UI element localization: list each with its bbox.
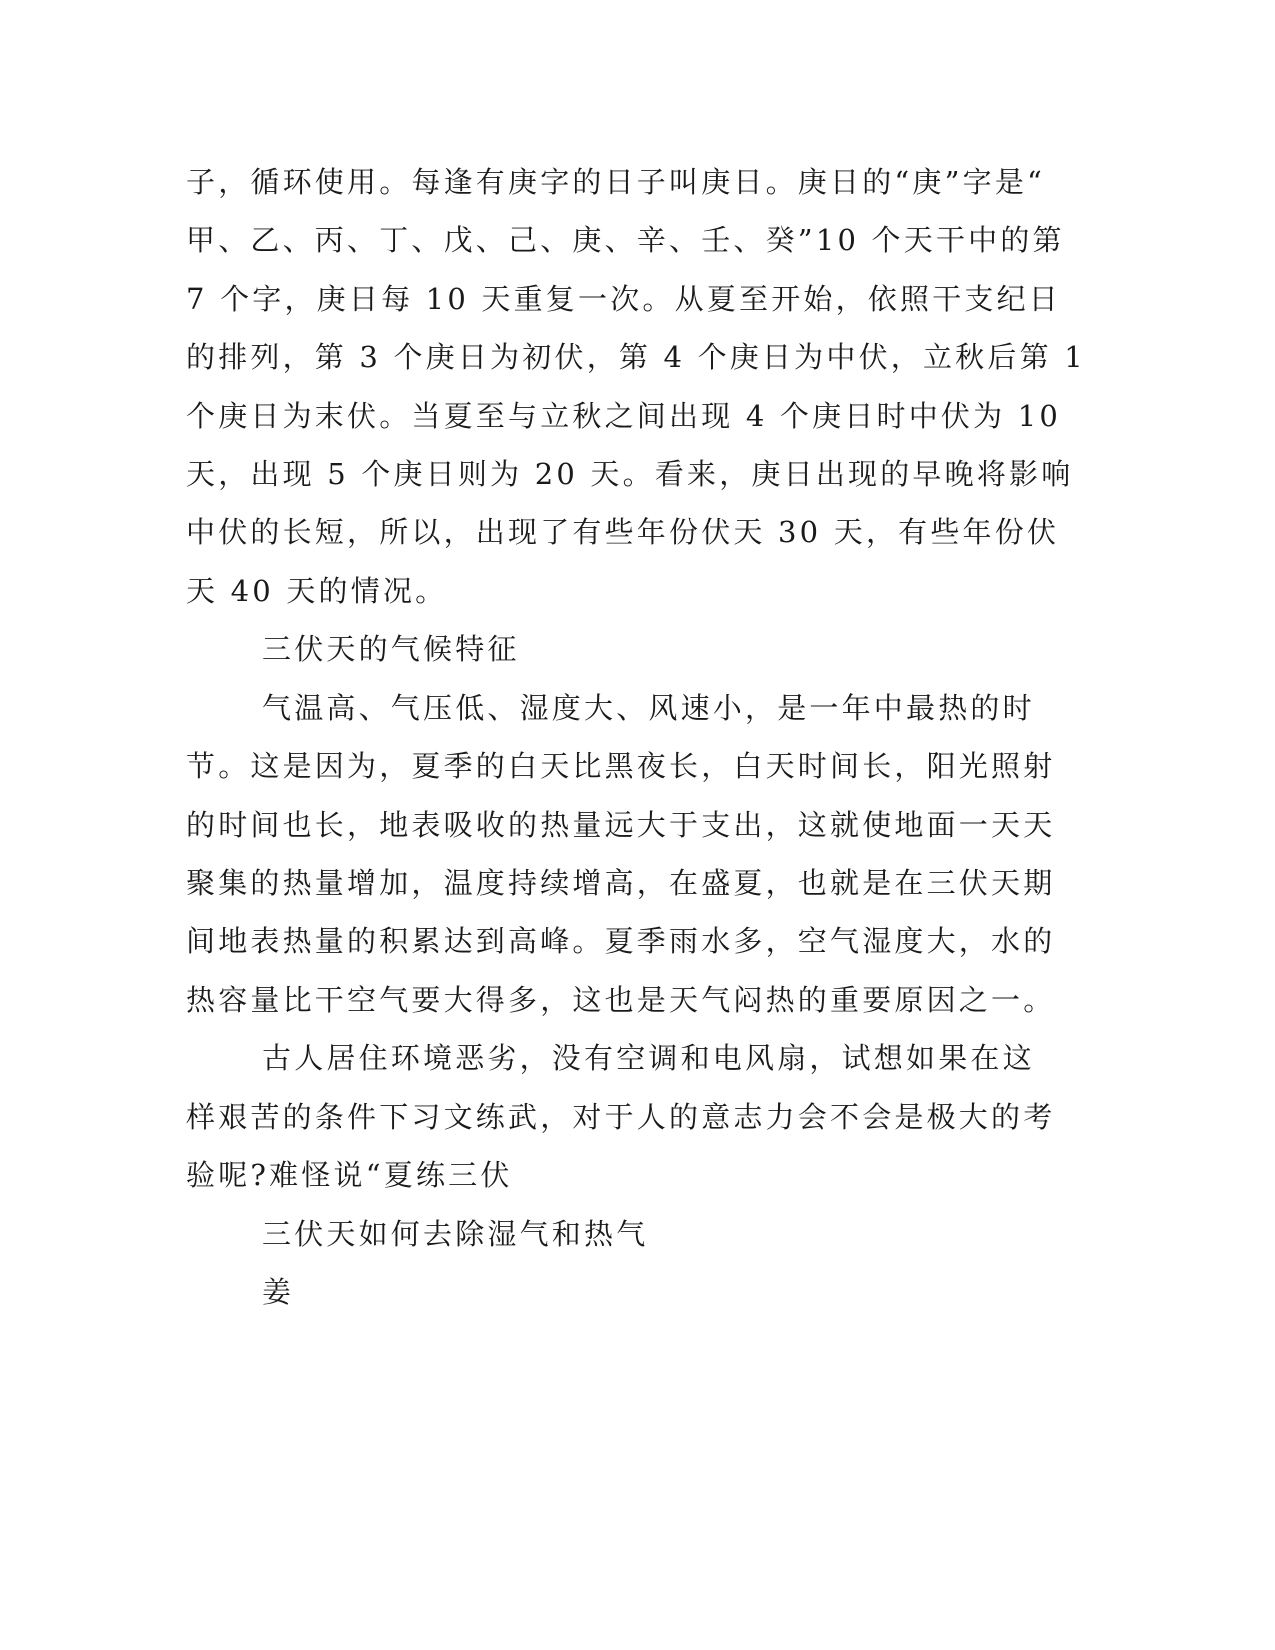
paragraph-1-line: 中伏的长短，所以，出现了有些年份伏天 30 天，有些年份伏: [186, 515, 1060, 549]
paragraph-2-line: 热容量比干空气要大得多，这也是天气闷热的重要原因之一。: [186, 983, 1056, 1017]
paragraph-1-line: 7 个字，庚日每 10 天重复一次。从夏至开始，依照干支纪日: [186, 282, 1062, 316]
paragraph-2-line: 聚集的热量增加，温度持续增高，在盛夏，也就是在三伏天期: [186, 866, 1056, 900]
paragraph-2-line: 间地表热量的积累达到高峰。夏季雨水多，空气湿度大，水的: [186, 924, 1056, 958]
list-item-ginger: 姜: [262, 1275, 295, 1309]
paragraph-3-line: 验呢?难怪说“夏练三伏: [186, 1158, 513, 1192]
paragraph-1-line: 天 40 天的情况。: [186, 574, 448, 608]
paragraph-1-line: 子，循环使用。每逢有庚字的日子叫庚日。庚日的“庚”字是“: [186, 165, 1046, 199]
paragraph-2-line: 节。这是因为，夏季的白天比黑夜长，白天时间长，阳光照射: [186, 749, 1056, 783]
section-heading-dampness: 三伏天如何去除湿气和热气: [262, 1217, 649, 1251]
paragraph-3-line: 古人居住环境恶劣，没有空调和电风扇，试想如果在这: [262, 1041, 1035, 1075]
paragraph-1-line: 的排列，第 3 个庚日为初伏，第 4 个庚日为中伏，立秋后第 1: [186, 340, 1086, 374]
paragraph-3-line: 样艰苦的条件下习文练武，对于人的意志力会不会是极大的考: [186, 1100, 1056, 1134]
paragraph-1-line: 个庚日为末伏。当夏至与立秋之间出现 4 个庚日时中伏为 10: [186, 399, 1062, 433]
section-heading-climate: 三伏天的气候特征: [262, 632, 520, 666]
paragraph-2-line: 气温高、气压低、湿度大、风速小，是一年中最热的时: [262, 691, 1035, 725]
paragraph-2-line: 的时间也长，地表吸收的热量远大于支出，这就使地面一天天: [186, 808, 1056, 842]
paragraph-1-line: 天，出现 5 个庚日则为 20 天。看来，庚日出现的早晚将影响: [186, 457, 1074, 491]
paragraph-1-line: 甲、乙、丙、丁、戊、己、庚、辛、壬、癸”10 个天干中的第: [186, 223, 1065, 257]
